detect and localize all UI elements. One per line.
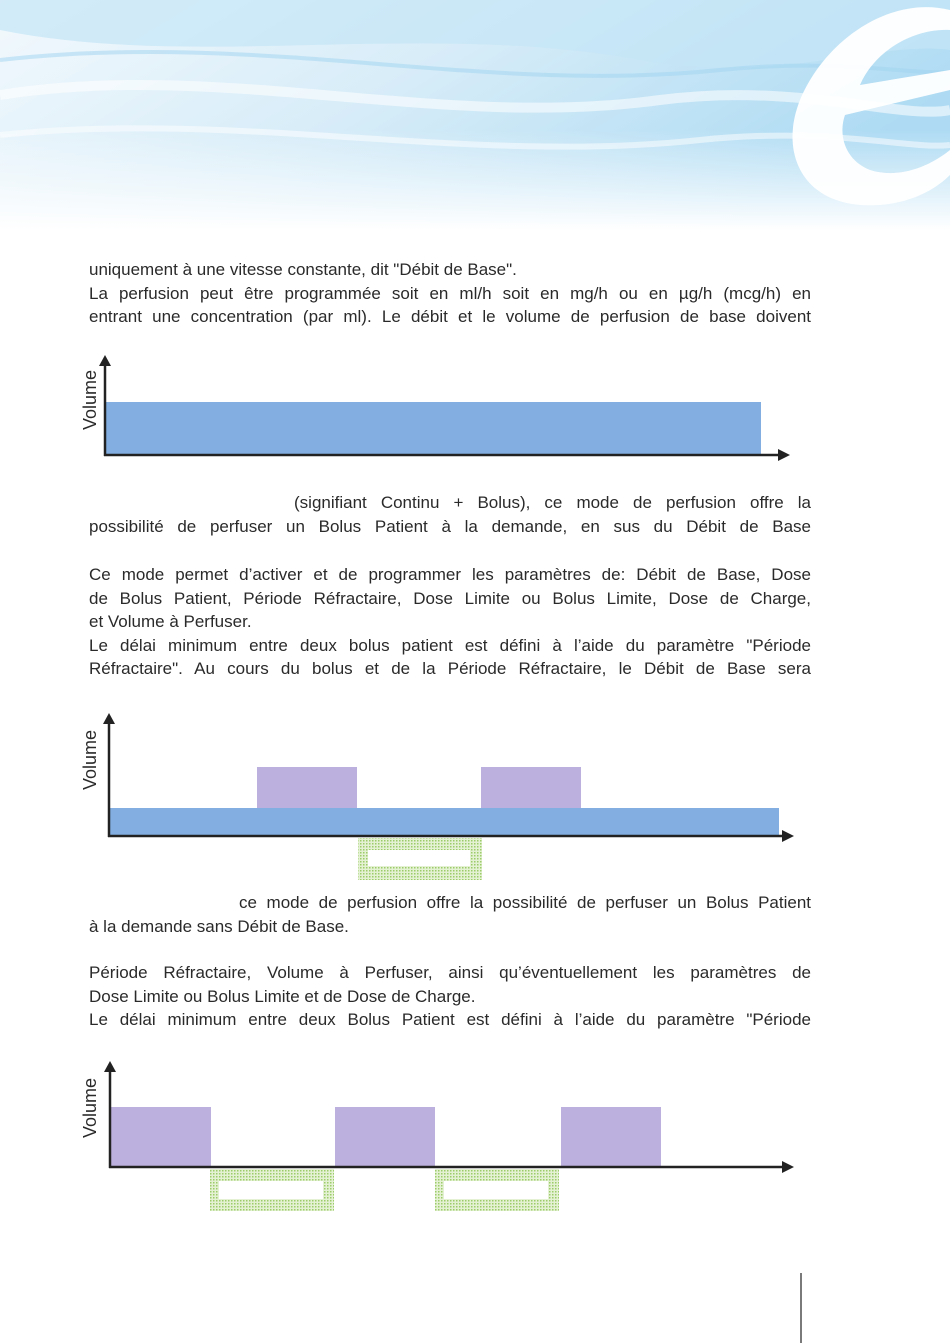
paragraph-pca-parameters: [89, 961, 811, 1032]
text-line: ce mode de perfusion offre la possibilité de perfuser un Bolus Patient: [239, 893, 811, 912]
text-line: à la demande sans Débit de Base.: [89, 916, 349, 936]
diagram-continuous-mode: [0, 350, 950, 470]
text-line: de Bolus Patient, Période Réfractaire, Dose Limite ou Bolus Limite, Dose de Charge,: [89, 588, 811, 608]
text-line: entrant une concentration (par ml). Le débit et le volume de perfusion de base doivent: [89, 307, 811, 326]
bolus-bar: [111, 1107, 211, 1167]
bolus-bar: [257, 767, 357, 808]
refractory-period-inner: [368, 850, 470, 866]
text-line: Ce mode permet d’activer et de programmer les paramètres de: Débit de Base, Dose: [89, 565, 811, 584]
text-line: Le délai minimum entre deux Bolus Patient est défini à l’aide du paramètre "Période: [89, 1010, 811, 1029]
y-axis-label: Volume: [80, 369, 100, 430]
y-axis-arrow: [99, 355, 111, 366]
diagram-pca-continuous-mode: [0, 705, 950, 890]
text-line: et Volume à Perfuser.: [89, 612, 252, 631]
text-line: Le délai minimum entre deux bolus patient est défini à l’aide du paramètre "Période: [89, 635, 811, 655]
text-line: Réfractaire". Au cours du bolus et de la Période Réfractaire, le Débit de Base sera: [89, 659, 811, 678]
text-line: La perfusion peut être programmée soit en ml/h soit en mg/h ou en µg/h (mcg/h) en: [89, 283, 811, 303]
x-axis-arrow: [782, 1161, 794, 1173]
base-rate-bar: [106, 402, 761, 455]
bolus-bar: [481, 767, 581, 808]
base-rate-bar: [110, 808, 779, 836]
y-axis-arrow: [103, 713, 115, 724]
y-axis-label: Volume: [80, 1077, 100, 1138]
bolus-bar: [561, 1107, 661, 1167]
diagram-pca-mode: [0, 1052, 950, 1222]
text-line: (signifiant Continu + Bolus), ce mode de perfusion offre la: [294, 493, 811, 512]
refractory-period-inner: [444, 1181, 548, 1199]
header-wave-band: [0, 0, 950, 230]
page-divider-rule: [800, 1273, 802, 1343]
y-axis-label: Volume: [80, 729, 100, 790]
y-axis-arrow: [104, 1061, 116, 1072]
x-axis-arrow: [782, 830, 794, 842]
x-axis-arrow: [778, 449, 790, 461]
paragraph-pca-mode: [89, 891, 811, 938]
bolus-bar: [335, 1107, 435, 1167]
text-line: uniquement à une vitesse constante, dit "Débit de Base".: [89, 260, 517, 279]
paragraph-base-rate: [89, 258, 811, 329]
paragraph-pca-continuous: [89, 491, 811, 538]
text-line: possibilité de perfuser un Bolus Patient à la demande, en sus du Débit de Base: [89, 516, 811, 536]
refractory-period-inner: [219, 1181, 323, 1199]
text-line: Période Réfractaire, Volume à Perfuser, ainsi qu’éventuellement les paramètres de: [89, 963, 811, 982]
text-line: Dose Limite ou Bolus Limite et de Dose de Charge.: [89, 986, 476, 1006]
paragraph-parameters: [89, 563, 811, 681]
